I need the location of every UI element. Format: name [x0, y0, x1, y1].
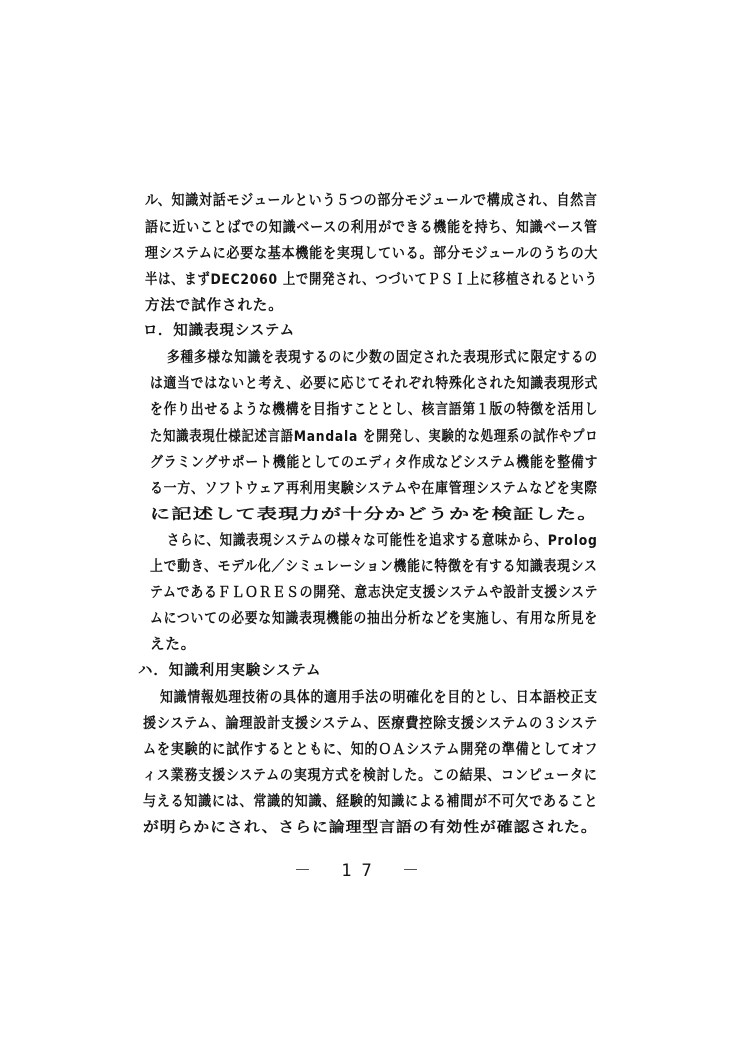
- body-text-line: を作り出せるような機構を目指すこととし、核言語第１版の特徴を活用し: [150, 402, 599, 418]
- page-number: － 17 －: [294, 861, 429, 881]
- section-heading-ro: ロ．知識表現システム: [143, 323, 295, 339]
- body-text-line: ムを実験的に試作するとともに、知的ＯＡシステム開発の準備としてオフ: [143, 742, 599, 758]
- body-text-line: 半は、まずDEC2060 上で開発され、つづいてＰＳＩ上に移植されるという: [145, 272, 598, 288]
- body-text-line: 与える知識には、常識的知識、経験的知識による補間が不可欠であること: [143, 794, 599, 810]
- body-text-line: に記述して表現力が十分かどうかを検証した。: [150, 507, 599, 523]
- body-text-line: テムであるＦＬＯＲＥＳの開発、意志決定支援システムや設計支援システ: [150, 585, 599, 601]
- body-text-line: 上で動き、モデル化／シミュレーション機能に特徴を有する知識表現シス: [150, 559, 598, 575]
- body-text-line: 理システムに必要な基本機能を実現している。部分モジュールのうちの大: [145, 246, 599, 262]
- body-text-line: が明らかにされ、さらに論理型言語の有効性が確認された。: [143, 820, 598, 836]
- body-text-line: さらに、知識表現システムの様々な可能性を追求する意味から、Prolog: [167, 533, 598, 549]
- body-text-line: グラミングサポート機能としてのエディタ作成などシステム機能を整備す: [150, 455, 599, 471]
- body-text-line: 多種多様な知識を表現するのに少数の固定された表現形式に限定するの: [167, 350, 598, 366]
- body-text-line: ムについての必要な知識表現機能の抽出分析などを実施し、有用な所見を: [150, 611, 598, 627]
- section-heading-ha: ハ．知識利用実験システム: [138, 663, 322, 679]
- body-text-line: 語に近いことばでの知識ベースの利用ができる機能を持ち、知識ベース管: [145, 220, 598, 236]
- body-text-line: 方法で試作された。: [145, 298, 284, 314]
- body-text-line: 知識情報処理技術の具体的適用手法の明確化を目的とし、日本語校正支: [160, 690, 598, 706]
- body-text-line: た知識表現仕様記述言語Mandala を開発し、実験的な処理系の試作やプロ: [150, 429, 599, 445]
- body-text-line: 援システム、論理設計支援システム、医療費控除支援システムの３システ: [143, 716, 599, 732]
- body-text-line: ル、知識対話モジュールという５つの部分モジュールで構成され、自然言: [145, 193, 598, 209]
- body-text-line: ィス業務支援システムの実現方式を検討した。この結果、コンピュータに: [143, 768, 598, 784]
- body-text-line: えた。: [150, 637, 197, 653]
- body-text-line: は適当ではないと考え、必要に応じてそれぞれ特殊化された知識表現形式: [150, 376, 599, 392]
- body-text-line: る一方、ソフトウェア再利用実験システムや在庫管理システムなどを実際: [150, 481, 598, 497]
